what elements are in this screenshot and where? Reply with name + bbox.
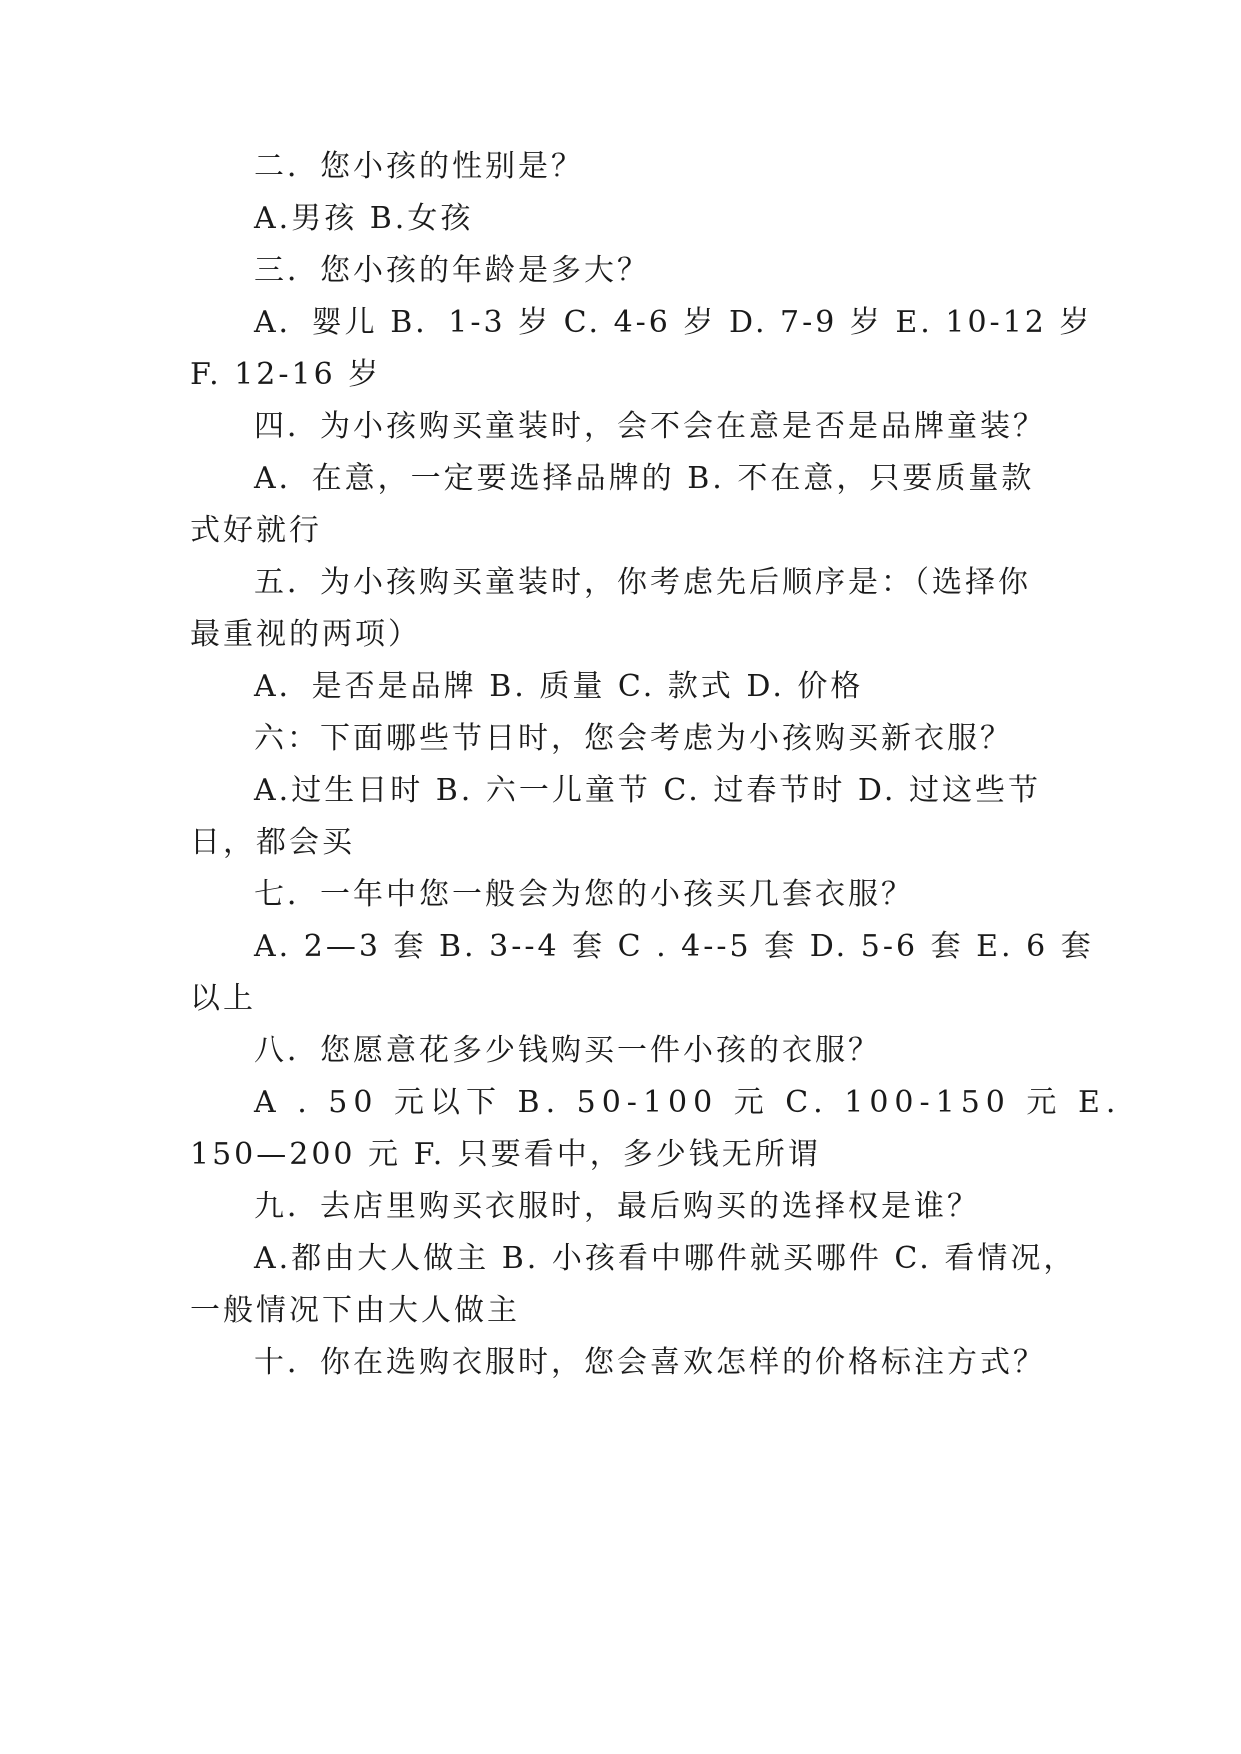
question-7: 七．一年中您一般会为您的小孩买几套衣服？ bbox=[254, 877, 914, 912]
question-8: 八．您愿意花多少钱购买一件小孩的衣服？ bbox=[254, 1033, 881, 1068]
options-8: A . 50 元以下 B. 50-100 元 C. 100-150 元 E. bbox=[254, 1085, 1122, 1120]
question-10: 十．你在选购衣服时，您会喜欢怎样的价格标注方式？ bbox=[254, 1345, 1046, 1380]
question-9: 九．去店里购买衣服时，最后购买的选择权是谁？ bbox=[254, 1189, 980, 1224]
options-4: A．在意，一定要选择品牌的 B. 不在意，只要质量款 bbox=[254, 461, 1035, 496]
options-3: A．婴儿 B．1-3 岁 C. 4-6 岁 D. 7-9 岁 E. 10-12 岁 bbox=[254, 305, 1093, 340]
options-7-continued: 以上 bbox=[190, 981, 256, 1016]
options-9: A.都由大人做主 B. 小孩看中哪件就买哪件 C. 看情况， bbox=[254, 1241, 1077, 1276]
options-2: A.男孩 B.女孩 bbox=[254, 201, 474, 236]
options-3-continued: F. 12-16 岁 bbox=[190, 357, 382, 392]
options-7: A. 2—3 套 B. 3--4 套 C . 4--5 套 D. 5-6 套 E. 6 套 bbox=[254, 929, 1094, 964]
options-4-continued: 式好就行 bbox=[190, 513, 322, 548]
question-5: 五．为小孩购买童装时，你考虑先后顺序是：（选择你 bbox=[254, 565, 1031, 600]
options-6: A.过生日时 B. 六一儿童节 C. 过春节时 D. 过这些节 bbox=[254, 773, 1041, 808]
options-5: A．是否是品牌 B. 质量 C. 款式 D. 价格 bbox=[254, 669, 864, 704]
options-9-continued: 一般情况下由大人做主 bbox=[190, 1293, 520, 1328]
question-3: 三．您小孩的年龄是多大？ bbox=[254, 253, 650, 288]
question-2: 二．您小孩的性别是？ bbox=[254, 149, 584, 184]
question-6: 六：下面哪些节日时，您会考虑为小孩购买新衣服？ bbox=[254, 721, 1013, 756]
options-8-continued: 150—200 元 F. 只要看中，多少钱无所谓 bbox=[190, 1137, 821, 1172]
question-4: 四．为小孩购买童装时，会不会在意是否是品牌童装？ bbox=[254, 409, 1046, 444]
question-5-continued: 最重视的两项） bbox=[190, 617, 421, 652]
options-6-continued: 日，都会买 bbox=[190, 825, 355, 860]
